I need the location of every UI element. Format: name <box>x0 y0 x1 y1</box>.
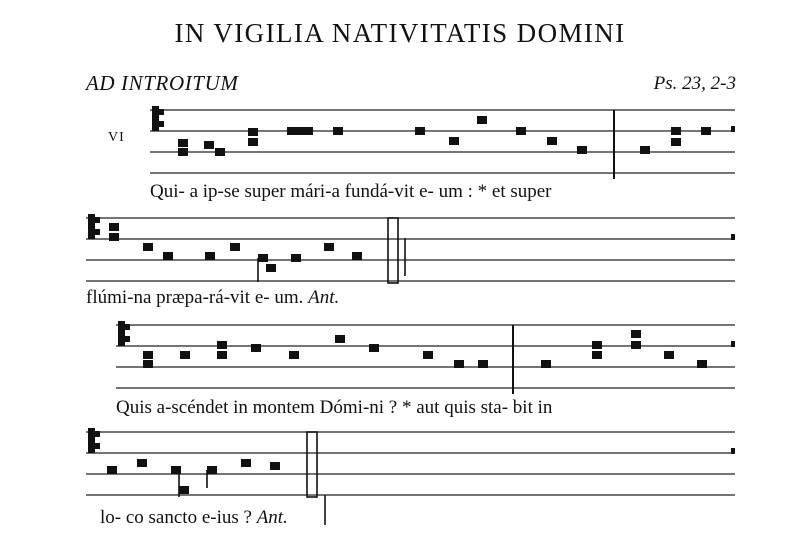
neume-note <box>143 351 153 359</box>
neume-note <box>205 252 215 260</box>
neume-note <box>107 466 117 474</box>
lyric-line-1: Qui- a ip-se super mári-a fundá-vit e- um : * et super <box>150 181 552 202</box>
neume-note <box>179 486 189 494</box>
neume-note <box>415 127 425 135</box>
clef-mark <box>159 121 164 127</box>
double-bar-line <box>388 218 398 283</box>
neume-note <box>217 341 227 349</box>
neume-note <box>592 341 602 349</box>
neume-note <box>217 351 227 359</box>
neume-note <box>333 127 343 135</box>
clef-mark <box>118 321 125 346</box>
lyric-line-3: Quis a-scéndet in montem Dómi-ni ? * aut quis sta- bit in <box>116 397 553 418</box>
neume-note <box>180 351 190 359</box>
neume-note <box>697 360 707 368</box>
clef-mark <box>88 428 95 453</box>
clef-mark <box>95 229 100 235</box>
antiphon-mark: Ant. <box>256 507 288 528</box>
neume-note <box>109 223 119 231</box>
neume-note <box>664 351 674 359</box>
double-bar-line <box>307 432 317 497</box>
neume-note <box>592 351 602 359</box>
clef-mark <box>159 109 164 115</box>
neume-note <box>701 127 711 135</box>
clef-mark <box>125 336 130 342</box>
neume-note <box>248 138 258 146</box>
clef-mark <box>95 217 100 223</box>
mode-number: VI <box>108 130 125 145</box>
neume-note <box>449 137 459 145</box>
custos-mark <box>731 234 735 240</box>
lyric-line-4 <box>100 508 288 527</box>
neume-note <box>478 360 488 368</box>
antiphon-mark: Ant. <box>308 287 340 308</box>
neume-note <box>241 459 251 467</box>
neume-note <box>215 148 225 156</box>
psalm-reference: Ps. 23, 2-3 <box>653 73 736 94</box>
neume-note <box>137 459 147 467</box>
neume-note <box>178 139 188 147</box>
neume-note <box>266 264 276 272</box>
neume-note <box>671 138 681 146</box>
neume-note <box>577 146 587 154</box>
neume-note <box>516 127 526 135</box>
neume-note <box>143 360 153 368</box>
custos-mark <box>731 341 735 347</box>
neume-note <box>251 344 261 352</box>
custos-mark <box>731 126 735 132</box>
neume-note <box>258 254 268 262</box>
neume-note <box>270 462 280 470</box>
neume-note <box>207 466 217 474</box>
section-heading: AD INTROITUM <box>86 71 239 95</box>
clef-mark <box>88 214 95 239</box>
custos-mark <box>731 448 735 454</box>
neume-note <box>143 243 153 251</box>
lyric-line-2 <box>86 288 339 307</box>
neume-note <box>289 351 299 359</box>
neume-note <box>248 128 258 136</box>
neume-note <box>671 127 681 135</box>
neume-note <box>477 116 487 124</box>
page-title: IN VIGILIA NATIVITATIS DOMINI <box>174 18 626 48</box>
clef-mark <box>152 106 159 131</box>
neume-note <box>352 252 362 260</box>
clef-mark <box>125 324 130 330</box>
clef-mark <box>95 443 100 449</box>
neume-note <box>204 141 214 149</box>
clef-mark <box>95 431 100 437</box>
neume-note <box>640 146 650 154</box>
neume-note <box>631 341 641 349</box>
lyric-text: lo- co sancto e-ius ? <box>100 507 252 528</box>
neume-note <box>291 254 301 262</box>
neume-note <box>454 360 464 368</box>
neume-note <box>541 360 551 368</box>
neume-note <box>369 344 379 352</box>
lyric-text: flúmi-na præpa-rá-vit e- um. <box>86 287 304 308</box>
neume-note <box>547 137 557 145</box>
neume-note <box>230 243 240 251</box>
neume-note <box>324 243 334 251</box>
neume-note <box>303 127 313 135</box>
neume-note <box>631 330 641 338</box>
neume-note <box>178 148 188 156</box>
neume-note <box>423 351 433 359</box>
neume-note <box>163 252 173 260</box>
neume-note <box>335 335 345 343</box>
neume-note <box>109 233 119 241</box>
